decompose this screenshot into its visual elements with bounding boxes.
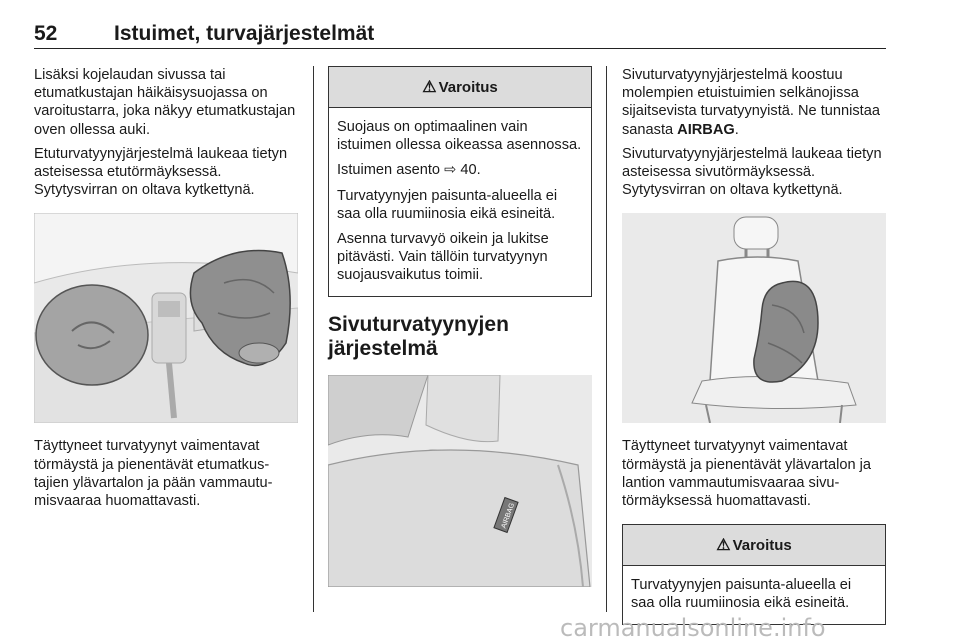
- paragraph: [622, 66, 886, 139]
- warning-title: Varoitus: [732, 536, 792, 554]
- warning-title: Varoitus: [438, 78, 498, 96]
- paragraph: Täyttyneet turvatyynyt vaimentavat törmäystä ja pienentävät ylävartalon ja lantion vammautumisvaaraa sivutörmäyksessä huomattavasti.: [622, 438, 872, 510]
- seat-airbag-label-illustration: [328, 375, 592, 587]
- warning-text: Turvatyynyjen paisunta-alueella ei saa olla ruumiinosia eikä esineitä.: [337, 187, 558, 222]
- paragraph: Sivuturvatyynyjärjestelmä laukeaa tietyn asteisessa sivutörmäyksessä. Sytytysvirran on oltava kytkettynä.: [622, 145, 882, 199]
- column-middle: [328, 66, 592, 601]
- column-divider: [313, 66, 314, 612]
- paragraph: Lisäksi kojelaudan sivussa tai etumatkustajan häikäisysuojassa on varoitustarra, joka näkyy etumatkustajan oven ollessa auki.: [34, 67, 296, 138]
- section-heading: Sivuturvatyynyjen järjestelmä: [328, 312, 509, 360]
- warning-text: Turvatyynyjen paisunta-alueella ei saa olla ruumiinosia eikä esineitä.: [631, 577, 852, 612]
- warning-text: [337, 161, 583, 179]
- paragraph-part: Sivuturvatyynyjärjestelmä koostuu molempien etuistuimien selkänojissa sijaitsevista turvatyynyistä. Ne tunnistaa sanasta: [622, 67, 880, 138]
- warning-triangle-icon: ⚠: [422, 79, 437, 96]
- side-airbag-drawing: [622, 213, 886, 423]
- side-airbag-illustration: [622, 213, 886, 423]
- warning-header: [623, 525, 885, 566]
- column-right: [622, 66, 886, 625]
- page-number: 52: [34, 22, 58, 45]
- airbag-label-text: AIRBAG: [500, 501, 517, 530]
- page-header: [34, 18, 886, 49]
- watermark: carmanualsonline.info: [560, 614, 826, 642]
- page-title: Istuimet, turvajärjestelmät: [114, 22, 375, 45]
- warning-box: [328, 66, 592, 297]
- page-reference[interactable]: 40.: [460, 162, 481, 179]
- warning-header: [329, 67, 591, 108]
- warning-text: Asenna turvavyö oikein ja lukitse pitävästi. Vain tällöin turvatyynyn suojausvaikutus toimii.: [337, 231, 549, 284]
- warning-box: [622, 524, 886, 624]
- seat-airbag-label-drawing: [328, 375, 592, 587]
- warning-text-part: Istuimen asento: [337, 162, 445, 179]
- warning-body: [329, 108, 591, 296]
- warning-triangle-icon: ⚠: [716, 537, 731, 555]
- paragraph: Etuturvatyynyjärjestelmä laukeaa tietyn asteisessa etutörmäyksessä. Sytytysvirran on oltava kytkettynä.: [34, 145, 288, 199]
- front-airbag-illustration: [34, 213, 298, 423]
- column-divider: [606, 66, 607, 612]
- page-reference-arrow-icon: ⇨: [444, 162, 457, 179]
- paragraph: Täyttyneet turvatyynyt vaimentavat törmäystä ja pienentävät etumatkustajien ylävartalon ja pään vammautumisvaaraa huomattavasti.: [34, 438, 273, 510]
- warning-text: Suojaus on optimaalinen vain istuimen ollessa oikeassa asennossa.: [337, 119, 582, 154]
- airbag-keyword: AIRBAG: [677, 121, 735, 138]
- front-airbag-drawing: [34, 213, 298, 423]
- paragraph-part: .: [734, 121, 739, 138]
- column-left: [34, 66, 298, 516]
